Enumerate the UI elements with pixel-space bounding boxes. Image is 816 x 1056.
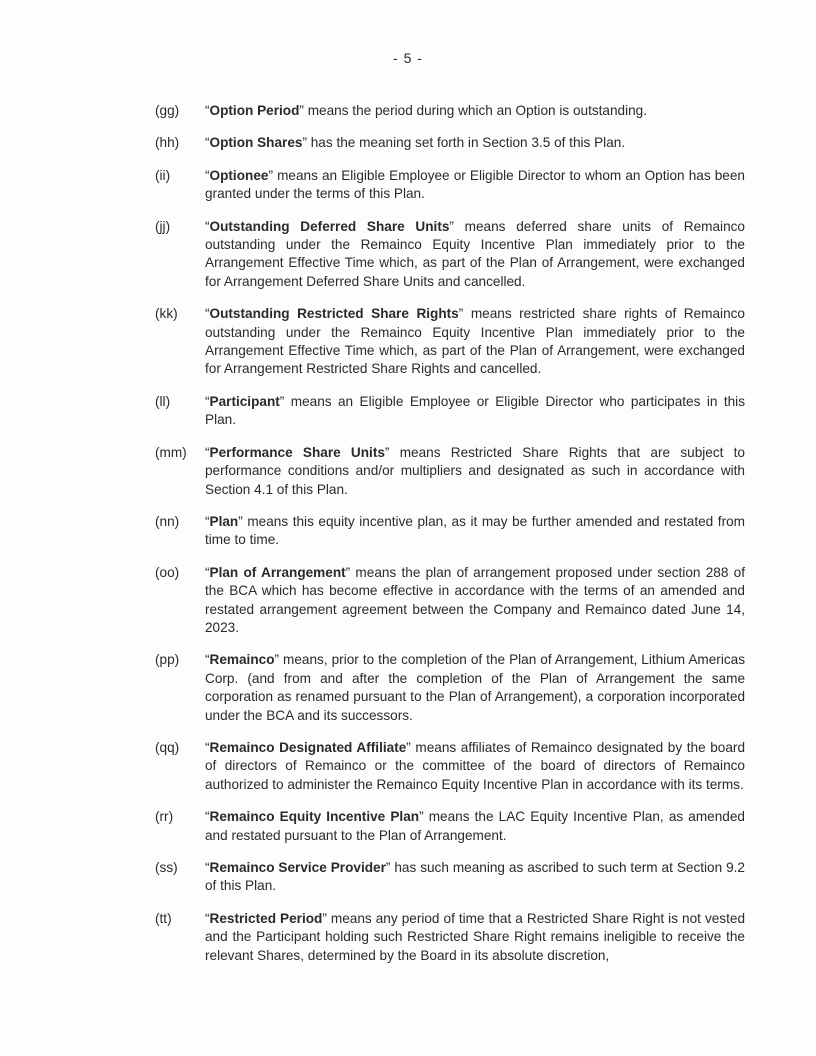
definition-text: has the meaning set forth in Section 3.5 of this Plan.	[306, 135, 626, 151]
definition-term: Remainco Equity Incentive Plan	[209, 809, 420, 825]
definition-text: means the period during which an Option is outstanding.	[303, 103, 648, 118]
definition-label: (jj)	[155, 218, 171, 234]
definition-item: (qq) “Remainco Designated Affiliate” means affiliates of Remainco designated by the board of directors of Remainco or the committee of the board of directors of Remainco authorized to administer the Remainco Equity Incentive Plan in accordance with its terms.	[155, 739, 746, 792]
definition-text: means affiliates of Remainco designated by the board of directors of Remainco or the committee of the board of directors of Remainco authorized to administer the Remainco Equity Incentive Plan in accordance with its terms.	[205, 739, 746, 792]
definition-term: Outstanding Restricted Share Rights	[209, 306, 459, 322]
definition-term: Remainco Designated Affiliate	[209, 739, 407, 755]
definition-term: Remainco	[209, 652, 275, 668]
definition-item: (jj) “Outstanding Deferred Share Units” means deferred share units of Remainco outstanding under the Remainco Equity Incentive Plan immediately prior to the Arrangement Effective Time which, as part of the Plan of Arrangement, were exchanged for Arrangement Deferred Share Units and cancelled.	[155, 218, 745, 289]
definition-text: means an Eligible Employee or Eligible Director to whom an Option has been granted under the terms of this Plan.	[205, 167, 745, 202]
definition-label: (tt)	[155, 910, 172, 926]
definition-item: (kk) “Outstanding Restricted Share Rights” means restricted share rights of Remainco outstanding under the Remainco Equity Incentive Plan immediately prior to the Arrangement Effective Time which, as part of the Plan of Arrangement, were exchanged for Arrangement Restricted Share Rights and cancelled.	[155, 306, 745, 377]
definition-label: (ll)	[155, 393, 171, 409]
definition-term: Plan	[209, 513, 239, 529]
definition-term: Performance Share Units	[209, 444, 385, 460]
definitions-list	[155, 102, 745, 965]
definition-text: means an Eligible Employee or Eligible Director who participates in this Plan.	[205, 393, 745, 428]
definition-label: (mm)	[155, 444, 187, 460]
definition-text: means this equity incentive plan, as it may be further amended and restated from time to time.	[205, 513, 745, 548]
definition-term: Optionee	[209, 167, 269, 183]
definition-item: (pp) “Remainco” means, prior to the completion of the Plan of Arrangement, Lithium Americas Corp. (and from and after the completion of the Plan of Arrangement the same corporation as renamed pursuant to the Plan of Arrangement), a corporation incorporated under the BCA and its successors.	[155, 652, 745, 723]
definition-item: (hh) “Option Shares” has the meaning set forth in Section 3.5 of this Plan.	[155, 134, 745, 152]
definition-text: means, prior to the completion of the Plan of Arrangement, Lithium Americas Corp. (and from and after the completion of the Plan of Arrangement the same corporation as renamed pursuant to the Plan of Arrangement), a corporation incorporated under the BCA and its successors.	[205, 652, 745, 723]
definition-term: Outstanding Deferred Share Units	[209, 218, 450, 234]
page-number: - 5 -	[393, 50, 423, 66]
definition-text: has such meaning as ascribed to such term at Section 9.2 of this Plan.	[205, 860, 745, 894]
definition-label: (ii)	[155, 167, 171, 183]
definition-text: means the plan of arrangement proposed under section 288 of the BCA which has become effective in accordance with the terms of an amended and restated arrangement agreement between the Company and Remainco dated June 14, 2023.	[205, 564, 745, 635]
definition-item: (ss) “Remainco Service Provider” has such meaning as ascribed to such term at Section 9.2 of this Plan.	[155, 860, 745, 894]
definition-text: means the LAC Equity Incentive Plan, as amended and restated pursuant to the Plan of Arrangement.	[205, 809, 745, 843]
definition-term: Option Shares	[209, 135, 303, 151]
definition-label: (nn)	[155, 513, 180, 529]
definition-item: (rr) “Remainco Equity Incentive Plan” means the LAC Equity Incentive Plan, as amended and restated pursuant to the Plan of Arrangement.	[155, 809, 745, 843]
definition-item: (nn) “Plan” means this equity incentive plan, as it may be further amended and restated from time to time.	[155, 513, 745, 548]
definition-item: (mm) “Performance Share Units” means Restricted Share Rights that are subject to performance conditions and/or multipliers and designated as such in accordance with Section 4.1 of this Plan.	[155, 444, 745, 497]
definition-label: (hh)	[155, 135, 180, 151]
definition-item: (tt) “Restricted Period” means any period of time that a Restricted Share Right is not vested and the Participant holding such Restricted Share Right remains ineligible to receive the relevant Shares, determined by the Board in its absolute discretion,	[155, 910, 746, 963]
definition-term: Option Period	[209, 103, 300, 118]
definition-term: Remainco Service Provider	[209, 860, 386, 875]
definition-item: (ii) “Optionee” means an Eligible Employee or Eligible Director to whom an Option has been granted under the terms of this Plan.	[155, 167, 745, 202]
definition-text: means restricted share rights of Remainco outstanding under the Remainco Equity Incentive Plan immediately prior to the Arrangement Effective Time which, as part of the Plan of Arrangement, were exchanged for Arrangement Restricted Share Rights and cancelled.	[205, 306, 745, 377]
definition-label: (ss)	[155, 860, 178, 875]
definition-text: means Restricted Share Rights that are subject to performance conditions and/or multipliers and designated as such in accordance with Section 4.1 of this Plan.	[205, 444, 745, 497]
definition-term: Participant	[209, 393, 280, 409]
definition-item: (gg) “Option Period” means the period during which an Option is outstanding.	[155, 102, 745, 120]
definition-item: (ll) “Participant” means an Eligible Employee or Eligible Director who participates in this Plan.	[155, 393, 745, 428]
definition-term: Plan of Arrangement	[209, 564, 346, 580]
definition-label: (gg)	[155, 103, 180, 118]
definition-label: (kk)	[155, 306, 178, 322]
definition-label: (qq)	[155, 739, 180, 755]
definition-item: (oo) “Plan of Arrangement” means the plan of arrangement proposed under section 288 of the BCA which has become effective in accordance with the terms of an amended and restated arrangement agreement between the Company and Remainco dated June 14, 2023.	[155, 564, 745, 635]
definition-term: Restricted Period	[209, 910, 323, 926]
definition-label: (pp)	[155, 652, 180, 668]
definition-text: means deferred share units of Remainco outstanding under the Remainco Equity Incentive Plan immediately prior to the Arrangement Effective Time which, as part of the Plan of Arrangement, were exchanged for Arrangement Deferred Share Units and cancelled.	[205, 218, 745, 289]
definition-text: means any period of time that a Restricted Share Right is not vested and the Participant holding such Restricted Share Right remains ineligible to receive the relevant Shares, determined by the Board in its absolute discretion,	[205, 910, 746, 963]
definition-label: (oo)	[155, 564, 180, 580]
definition-label: (rr)	[155, 809, 174, 825]
